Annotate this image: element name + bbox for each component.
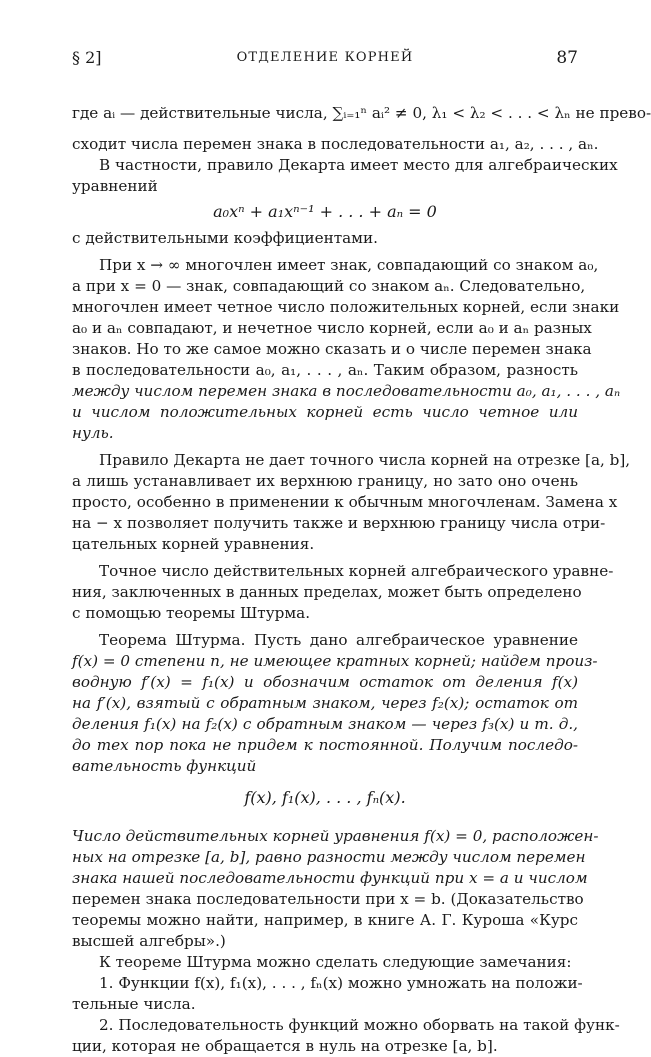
text-line: с помощью теоремы Штурма. (72, 604, 311, 622)
text-line: 1. Функции f(x), f₁(x), . . . , fₙ(x) можно умножать на положи- (99, 974, 583, 992)
page-body (72, 92, 651, 1057)
italic-line: деления f₁(x) на f₂(x) с обратным знаком — через f₃(x) и т. д., (72, 715, 578, 733)
italic-line: нуль. (72, 424, 114, 442)
text-line: теоремы можно найти, например, в книге А. Г. Куроша «Курс (72, 911, 578, 929)
text-line: уравнений (72, 177, 158, 195)
polynomial-equation: a₀xⁿ + a₁xⁿ⁻¹ + . . . + aₙ = 0 (213, 202, 437, 221)
text-line: тельные числа. (72, 995, 196, 1013)
section-marker: § 2] (72, 48, 102, 67)
text-line: цательных корней уравнения. (72, 535, 315, 553)
text-line: Точное число действительных корней алгебраического уравне- (99, 562, 614, 580)
text-line: 2. Последовательность функций можно оборвать на такой функ- (99, 1016, 620, 1034)
text-line: перемен знака последовательности при x = b. (Доказательство (72, 890, 584, 908)
italic-line: f(x) = 0 степени n, не имеющее кратных корней; найдем произ- (72, 652, 598, 670)
text-line: а лишь устанавливает их верхнюю границу, но зато оно очень (72, 472, 578, 490)
text-line: ния, заключенных в данных пределах, может быть определено (72, 583, 582, 601)
text-line: высшей алгебры».) (72, 932, 226, 950)
italic-line: между числом перемен знака в последовательности a₀, a₁, . . . , aₙ (72, 382, 621, 400)
text-line: В частности, правило Декарта имеет место для алгебраических (99, 156, 618, 174)
text-line: с действительными коэффициентами. (72, 229, 378, 247)
italic-line: до тех пор пока не придем к постоянной. Получим последо- (72, 736, 578, 754)
running-title: ОТДЕЛЕНИЕ КОРНЕЙ (236, 50, 414, 65)
italic-line: Число действительных корней уравнения f(x) = 0, расположен- (72, 827, 599, 845)
text-line: просто, особенно в применении к обычным многочленам. Замена x (72, 493, 618, 511)
text-line: а при x = 0 — знак, совпадающий со знаком aₙ. Следовательно, (72, 277, 586, 295)
text-line: При x → ∞ многочлен имеет знак, совпадающий со знаком a₀, (99, 256, 599, 274)
running-header (72, 48, 578, 72)
text-line: на − x позволяет получить также и верхнюю границу числа отри- (72, 514, 606, 532)
italic-line: ных на отрезке [a, b], равно разности между числом перемен (72, 848, 586, 866)
text-line: где aᵢ — действительные числа, ∑ᵢ₌₁ⁿ aᵢ² ≠ 0, λ₁ < λ₂ < . . . < λₙ не прево- (72, 104, 651, 122)
page-number: 87 (556, 48, 578, 68)
function-sequence: f(x), f₁(x), . . . , fₙ(x). (244, 788, 406, 807)
text-line: a₀ и aₙ совпадают, и нечетное число корней, если a₀ и aₙ разных (72, 319, 592, 337)
text-line: ции, которая не обращается в нуль на отрезке [a, b]. (72, 1037, 498, 1055)
italic-line: вательность функций (72, 757, 257, 775)
text-line: в последовательности a₀, a₁, . . . , aₙ. Таким образом, разность (72, 361, 578, 379)
text-line: многочлен имеет четное число положительных корней, если знаки (72, 298, 620, 316)
text-line: знаков. Но то же самое можно сказать и о числе перемен знака (72, 340, 592, 358)
theorem-heading-line: Теорема Штурма. Пусть дано алгебраическое уравнение (99, 631, 578, 649)
text-line: К теореме Штурма можно сделать следующие замечания: (99, 953, 572, 971)
text-line: Правило Декарта не дает точного числа корней на отрезке [a, b], (99, 451, 631, 469)
italic-line: на f′(x), взятый с обратным знаком, через f₂(x); остаток от (72, 694, 578, 712)
text-line: сходит числа перемен знака в последовательности a₁, a₂, . . . , aₙ. (72, 135, 599, 153)
italic-line: знака нашей последовательности функций при x = a и числом (72, 869, 588, 887)
italic-line: водную f′(x) = f₁(x) и обозначим остаток от деления f(x) (72, 673, 578, 691)
italic-line: и числом положительных корней есть число четное или (72, 403, 578, 421)
